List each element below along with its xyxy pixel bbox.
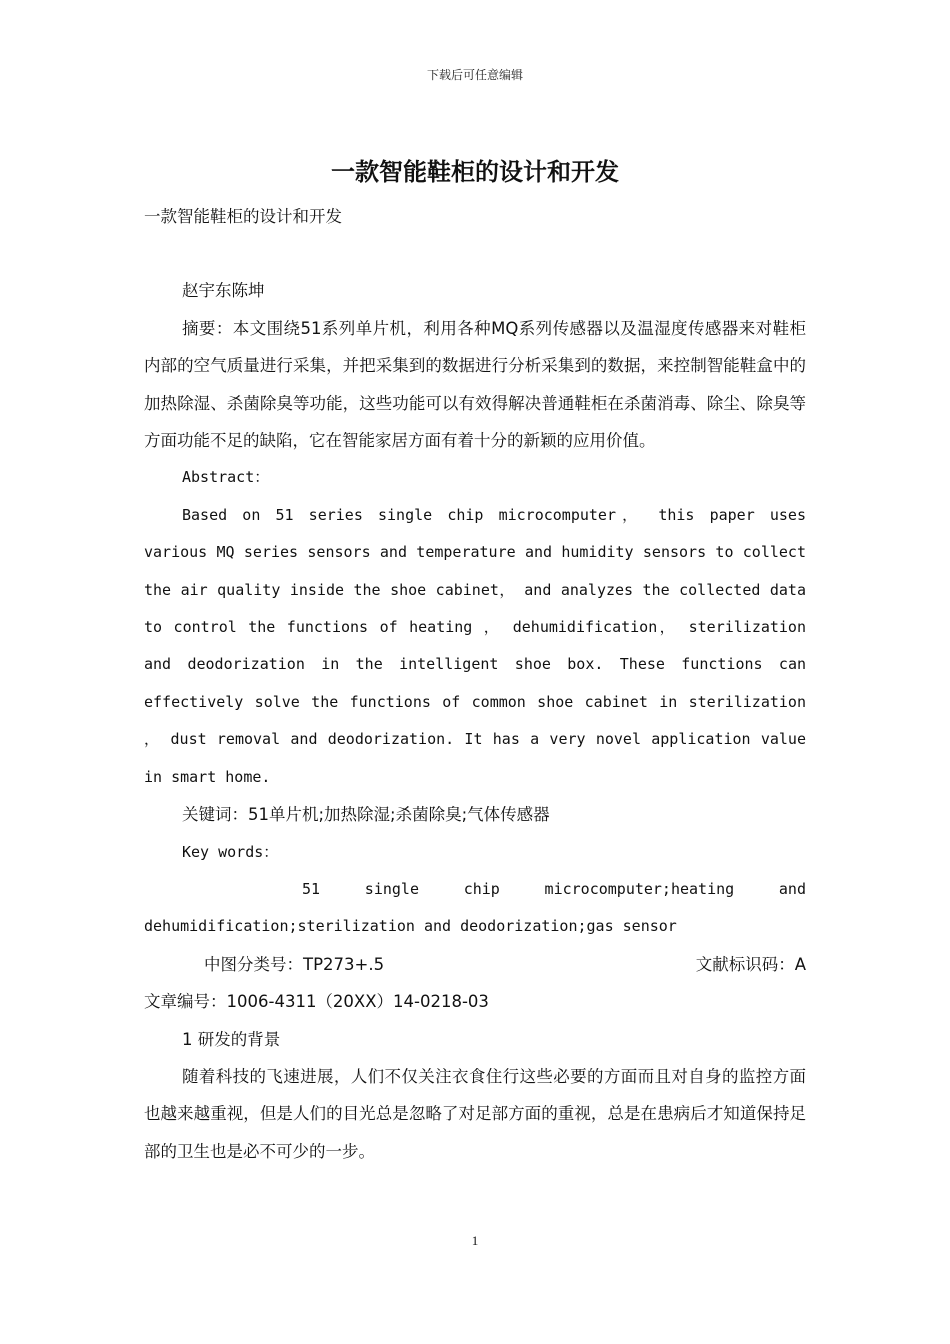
keywords-cn: 关键词：51单片机;加热除湿;杀菌除臭;气体传感器 <box>182 805 550 825</box>
keywords-en-label: Key words： <box>182 842 279 861</box>
keywords-en-line1: 51 single chip microcomputer;heating and <box>302 879 806 898</box>
page-number: 1 <box>471 1233 479 1248</box>
document-title: 一款智能鞋柜的设计和开发 <box>331 158 619 186</box>
keywords-en-line2: dehumidification;sterilization and deodorization;gas sensor <box>144 917 677 936</box>
article-number: 文章编号：1006-4311（20XX）14-0218-03 <box>144 992 489 1012</box>
abstract-en: Based on 51 series single chip microcomputer， this paper uses various MQ series sensors and temperature and humidity sensors to collect the air quality inside the shoe cabinet， and analyzes the collected data to control the functions of heating ， dehumidification， sterilization and deodorization in the intelligent shoe box. These functions can effectively solve the functions of common shoe cabinet in sterilization ， dust removal and deodorization. It has a very novel application value in smart home. <box>144 505 806 786</box>
document-code: 文献标识码：A <box>695 954 806 974</box>
abstract-en-label: Abstract： <box>182 468 270 487</box>
section-paragraph: 随着科技的飞速进展，人们不仅关注衣食住行这些必要的方面而且对自身的监控方面也越来越重视，但是人们的目光总是忽略了对足部方面的重视，总是在患病后才知道保持足部的卫生也是必不可少的一步。 <box>144 1066 806 1161</box>
section-heading: 1 研发的背景 <box>182 1029 281 1049</box>
classification-row <box>144 946 806 983</box>
subtitle: 一款智能鞋柜的设计和开发 <box>144 207 342 226</box>
document-body <box>144 198 806 1170</box>
header-note: 下载后可任意编辑 <box>426 68 523 82</box>
authors: 赵宇东陈坤 <box>182 281 265 301</box>
clc-number: 中图分类号：TP273+.5 <box>204 954 385 974</box>
abstract-cn: 摘要：本文围绕51系列单片机，利用各种MQ系列传感器以及温湿度传感器来对鞋柜内部的空气质量进行采集，并把采集到的数据进行分析采集到的数据，来控制智能鞋盒中的加热除湿、杀菌除臭等功能，这些功能可以有效得解决普通鞋柜在杀菌消毒、除尘、除臭等方面功能不足的缺陷，它在智能家居方面有着十分的新颖的应用价值。 <box>144 318 806 451</box>
blank-line <box>144 235 806 272</box>
